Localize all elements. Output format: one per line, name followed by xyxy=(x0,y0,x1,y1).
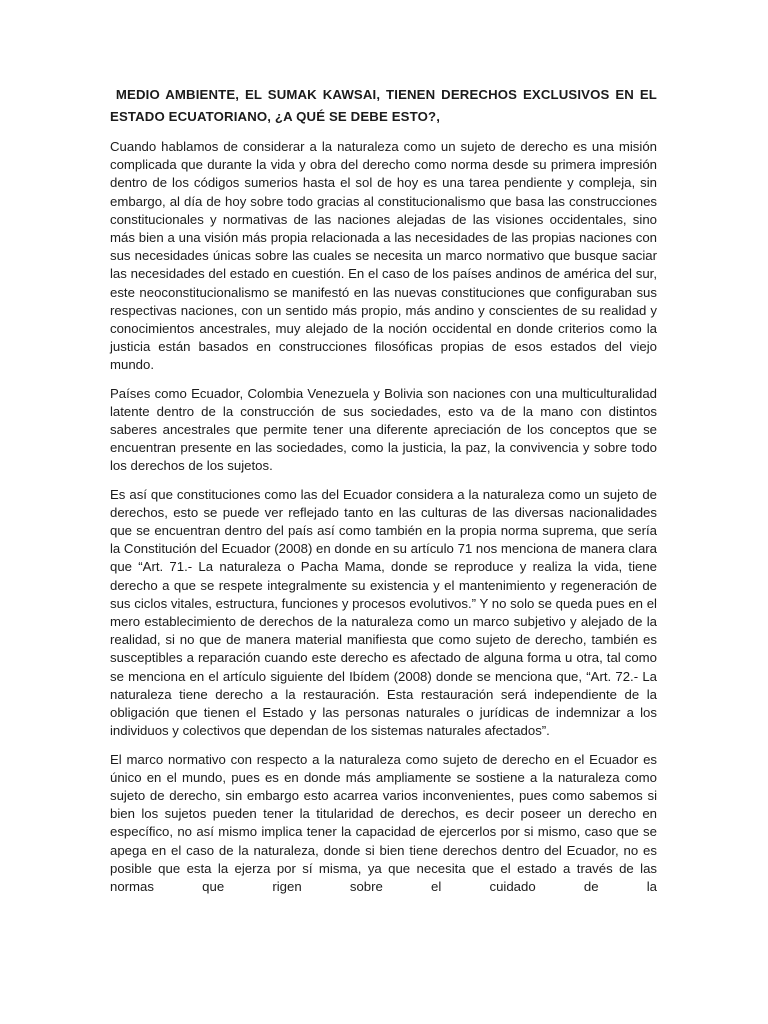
paragraph-1: Cuando hablamos de considerar a la naturaleza como un sujeto de derecho es una misión complicada que durante la vida y obra del derecho como norma desde su primera impresión dentro de los códigos sumerios hasta el sol de hoy es una tarea pendiente y compleja, sin embargo, al día de hoy sobre todo gracias al constitucionalismo que basa las construcciones constitucionales y normativas de las naciones alejadas de las visiones occidentales, sino más bien a una visión más propia relacionada a las necesidades de las propias naciones con sus necesidades únicas sobre las cuales se necesita un marco normativo que busque saciar las necesidades del estado en cuestión. En el caso de los países andinos de américa del sur, este neoconstitucionalismo se manifestó en las nuevas constituciones que configuraban sus respectivas naciones, con un sentido más propio, más andino y conscientes de su realidad y conocimientos ancestrales, muy alejado de la noción occidental en donde criterios como la justicia están basados en construcciones filosóficas propias de esos estados del viejo mundo. xyxy=(110,139,657,373)
paragraph-4: El marco normativo con respecto a la naturaleza como sujeto de derecho en el Ecuador es único en el mundo, pues es en donde más ampliamente se sostiene a la naturaleza como sujeto de derecho, sin embargo esto acarrea varios inconvenientes, pues como sabemos si bien los sujetos pueden tener la titularidad de derechos, es decir poseer un derecho en específico, no así mismo implica tener la capacidad de ejercerlos por si mismo, caso que se apega en el caso de la naturaleza, donde si bien tiene derechos dentro del Ecuador, no es posible que esta la ejerza por sí misma, ya que necesita que el estado a través de las normas que rigen sobre el cuidado de la xyxy=(110,751,657,894)
document-title: MEDIO AMBIENTE, EL SUMAK KAWSAI, TIENEN DERECHOS EXCLUSIVOS EN EL ESTADO ECUATORIANO, ¿A QUÉ SE DEBE ESTO?, xyxy=(110,87,661,124)
paragraph-3: Es así que constituciones como las del Ecuador considera a la naturaleza como un sujeto de derechos, esto se puede ver reflejado tanto en las culturas de las diversas nacionalidades que se encuentran dentro del país así como también en la propia norma suprema, que sería la Constitución del Ecuador (2008) en donde en su artículo 71 nos menciona de manera clara que “Art. 71.- La naturaleza o Pacha Mama, donde se reproduce y realiza la vida, tiene derecho a que se respete integralmente su existencia y el mantenimiento y regeneración de sus ciclos vitales, estructura, funciones y procesos evolutivos.” Y no solo se queda pues en el mero establecimiento de derechos de la naturaleza como un marco subjetivo y alejado de la realidad, si no que de manera material manifiesta que como sujeto de derecho, también es susceptibles a reparación cuando este derecho es afectado de alguna forma u otra, tal como se menciona en el artículo siguiente del Ibídem (2008) donde se menciona que, “Art. 72.- La naturaleza tiene derecho a la restauración. Esta restauración será independiente de la obligación que tienen el Estado y las personas naturales o jurídicas de indemnizar a los individuos y colectivos que dependan de los sistemas naturales afectados”. xyxy=(110,486,657,739)
document-page xyxy=(110,84,661,906)
paragraph-2: Países como Ecuador, Colombia Venezuela y Bolivia son naciones con una multiculturalidad latente dentro de la construcción de sus sociedades, esto va de la mano con distintos saberes ancestrales que permite tener una diferente apreciación de los conceptos que se encuentran presente en las sociedades, como la justicia, la paz, la convivencia y sobre todo los derechos de los sujetos. xyxy=(110,385,657,474)
